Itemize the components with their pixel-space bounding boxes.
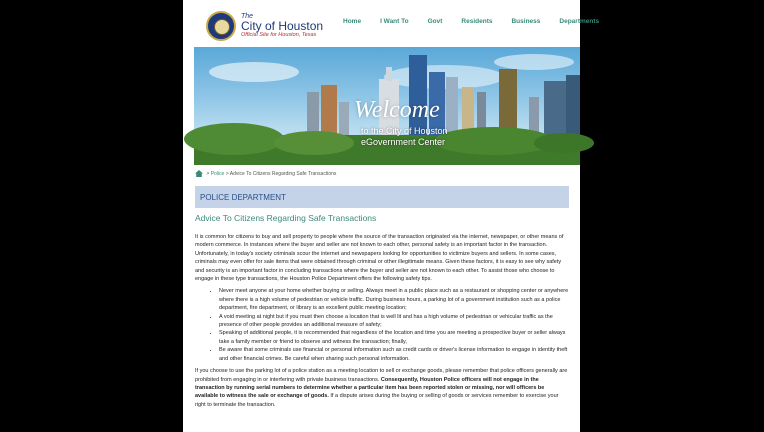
seal-inner [214, 19, 230, 35]
department-heading: POLICE DEPARTMENT [200, 193, 286, 202]
site-header [183, 0, 600, 46]
nav-residents[interactable]: Residents [461, 18, 493, 25]
main-nav [343, 18, 618, 25]
nav-home[interactable]: Home [343, 18, 362, 25]
welcome-line-2: eGovernment Center [361, 137, 446, 147]
list-item: • A void meeting at night but if you must then choose a location that is well lit and has a high volume of pedestrian or vehicular traffic as the presence of other people provides an additional measure of safety; [219, 313, 569, 330]
closing-text-b: If a dispute arises during the buying or selling of goods or services remember to exercise your right to terminate the transaction. [195, 393, 559, 408]
brand-prefix: The [241, 13, 254, 20]
breadcrumb: > Police > Advice To Citizens Regarding Safe Transactions [195, 170, 336, 177]
brand-title[interactable]: City of Houston [241, 19, 324, 33]
closing-text-a: If you choose to use the parking lot of a police station as a meeting location to sell or exchange goods, please remember that police officers generally are prohibited from engaging in or interfering with private business transactions. [195, 368, 568, 383]
welcome-line-1: to the City of Houston [361, 126, 448, 136]
welcome-banner [194, 47, 580, 165]
nav-govt[interactable]: Govt [427, 18, 443, 25]
breadcrumb-current: Advice To Citizens Regarding Safe Transactions [229, 170, 337, 177]
nav-business[interactable]: Business [511, 18, 541, 25]
city-seal-logo[interactable] [206, 11, 236, 41]
list-item: • Speaking of additional people, it is recommended that regardless of the location and time you are meeting a prospective buyer or seller always take a family member or friend to observe and witness the transaction; finally, [219, 329, 569, 346]
list-item: • Be aware that some criminals use financial or personal information such as credit cards or driver's license information to engage in identity theft and other financial crimes. Be careful when sharing such personal information. [219, 346, 569, 363]
safety-tips-list [195, 287, 569, 363]
welcome-heading: Welcome [354, 97, 440, 123]
department-banner [195, 186, 569, 208]
closing-bold-text: Consequently, Houston Police officers will not engage in the transaction by running serial numbers to determine whether a particular item has been reported stolen or missing, nor will officers be available to witness the sale or exchange of goods. [195, 376, 545, 400]
article-body [195, 233, 569, 413]
list-item: • Never meet anyone at your home whether buying or selling. Always meet in a public place such as a restaurant or shopping center or anywhere where there is a high volume of pedestrian or vehicle traffic. During business hours, a parking lot of a government institution such as a police department, fire department, or library is an excellent public meeting location; [219, 287, 569, 312]
web-page [183, 0, 600, 432]
home-icon[interactable] [195, 170, 203, 177]
brand-tagline: Official Site for Houston, Texas [241, 32, 317, 38]
nav-i-want-to[interactable]: I Want To [380, 18, 409, 25]
page-title: Advice To Citizens Regarding Safe Transactions [195, 213, 377, 223]
nav-departments[interactable]: Departments [559, 18, 600, 25]
intro-paragraph: It is common for citizens to buy and sell property to people where the source of the transaction originated via the internet, newspaper, or other means of modern commerce. In instances where the buyer and seller are not known to each other, personal safety is an important factor in the transaction. Unfortunately, in today's society criminals scour the internet and newspapers looking for opportunities to victimize buyers and sellers. In some cases, criminals may even offer for sale items that were obtained through criminal or other illegitimate means. Given these factors, it is easy to see why safety and security is an important factor in concluding transactions where the buyer and seller are not known to each other. To assist those who choose to engage in these type transactions, the Houston Police Department offers the following safety tips. [195, 234, 564, 283]
closing-paragraph [195, 367, 569, 409]
breadcrumb-police-link[interactable]: Police [210, 170, 225, 177]
